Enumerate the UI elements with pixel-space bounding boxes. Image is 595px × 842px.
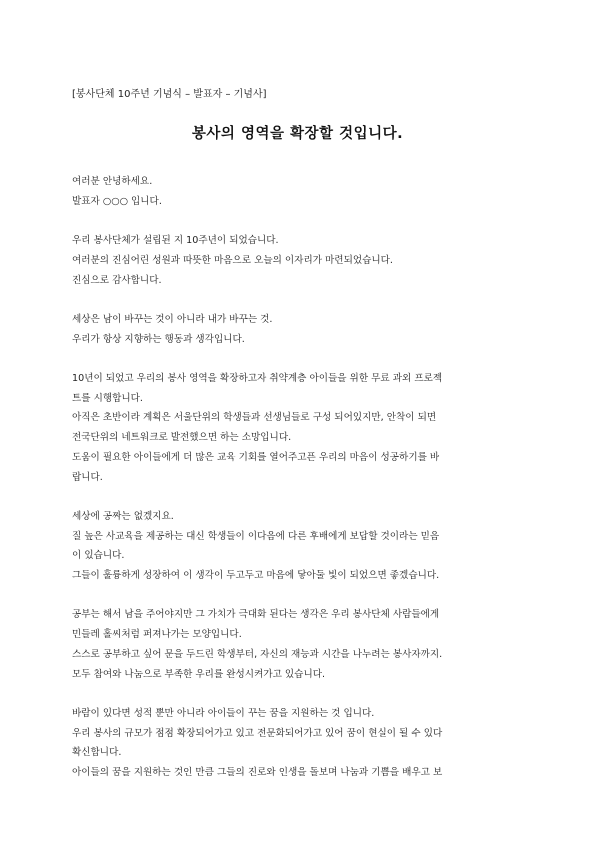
text-line: 우리 봉사의 규모가 점점 확장되어가고 있고 전문화되어가고 있어 꿈이 현실이 될 수 있다 (72, 727, 443, 739)
document-body (72, 172, 527, 802)
text-line: 아직은 초반이라 계획은 서울단위의 학생들과 선생님들로 구성 되어있지만, 안착이 되면 (72, 412, 437, 424)
paragraph (72, 172, 527, 211)
document-header: [봉사단체 10주년 기념식 – 발표자 – 기념사] (72, 89, 267, 100)
text-line: 여러분의 진심어린 성원과 따뜻한 마음으로 오늘의 이자리가 마련되었습니다. (72, 254, 393, 266)
document-title: 봉사의 영역을 확장할 것입니다. (191, 126, 404, 142)
text-line: 트를 시행합니다. (72, 392, 143, 404)
text-line: 전국단위의 네트워크로 발전했으면 하는 소망입니다. (72, 432, 292, 444)
paragraph (72, 369, 527, 487)
paragraph (72, 310, 527, 349)
text-line: 세상은 남이 바꾸는 것이 아니라 내가 바꾸는 것. (72, 313, 273, 325)
paragraph (72, 231, 527, 290)
text-line: 민들레 홀씨처럼 퍼져나가는 모양입니다. (72, 629, 242, 641)
paragraph (72, 507, 527, 586)
text-line: 발표자 ○○○ 입니다. (72, 195, 162, 207)
paragraph (72, 704, 527, 783)
text-line: 우리 봉사단체가 설립된 지 10주년이 되었습니다. (72, 235, 279, 247)
text-line: 바람이 있다면 성적 뿐만 아니라 아이들이 꾸는 꿈을 지원하는 것 입니다. (72, 707, 375, 719)
text-line: 도움이 필요한 아이들에게 더 많은 교육 기회를 열어주고픈 우리의 마음이 성공하기를 바 (72, 451, 440, 463)
text-line: 질 높은 사교육을 제공하는 대신 학생들이 이다음에 다른 후배에게 보답할 것이라는 믿음 (72, 530, 440, 542)
text-line: 공부는 해서 남을 주어야지만 그 가치가 극대화 된다는 생각은 우리 봉사단체 사람들에게 (72, 609, 440, 621)
text-line: 랍니다. (72, 471, 103, 483)
text-line: 그들이 훌륭하게 성장하여 이 생각이 두고두고 마음에 닿아둘 빛이 되었으면 좋겠습니다. (72, 570, 440, 581)
text-line: 여러분 안녕하세요. (72, 176, 153, 187)
text-line: 아이들의 꿈을 지원하는 것인 만큼 그들의 진로와 인생을 돌보며 나눔과 기쁨을 배우고 보 (72, 767, 443, 778)
paragraph (72, 605, 527, 684)
text-line: 스스로 공부하고 싶어 문을 두드린 학생부터, 자신의 재능과 시간을 나누려는 봉사자까지. (72, 648, 443, 660)
text-line: 확신합니다. (72, 747, 122, 759)
text-line: 10년이 되었고 우리의 봉사 영역을 확장하고자 취약계층 아이들을 위한 무료 과외 프로젝 (72, 372, 443, 384)
text-line: 이 있습니다. (72, 550, 125, 562)
text-line: 진심으로 감사합니다. (72, 274, 162, 286)
text-line: 우리가 항상 지향하는 행동과 생각입니다. (72, 333, 245, 345)
text-line: 모두 참여와 나눔으로 부족한 우리를 완성시켜가고 있습니다. (72, 668, 326, 680)
text-line: 세상에 공짜는 없겠지요. (72, 510, 174, 522)
